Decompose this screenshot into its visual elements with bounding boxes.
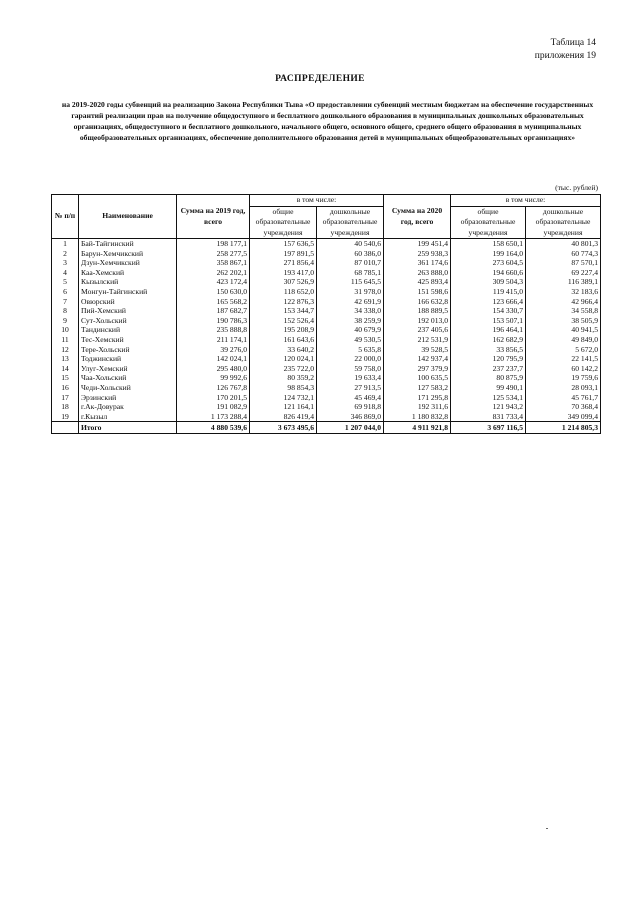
row-general-2019: 122 876,3 — [250, 297, 317, 307]
row-general-2019: 307 526,9 — [250, 277, 317, 287]
row-sum-2020: 425 893,4 — [384, 277, 451, 287]
row-sum-2019: 262 202,1 — [177, 268, 250, 278]
row-name: г.Ак-Довурак — [79, 402, 177, 412]
row-sum-2019: 150 630,0 — [177, 287, 250, 297]
row-preschool-2019: 49 530,5 — [317, 335, 384, 345]
row-preschool-2020: 70 368,4 — [526, 402, 601, 412]
row-number: 9 — [52, 316, 79, 326]
row-name: Дзун-Хемчикский — [79, 258, 177, 268]
row-name: Улуг-Хемский — [79, 364, 177, 374]
row-name: Барун-Хемчикский — [79, 249, 177, 259]
row-name: Сут-Хольский — [79, 316, 177, 326]
total-general-2019: 3 673 495,6 — [250, 422, 317, 434]
row-number: 1 — [52, 239, 79, 249]
row-name: г.Кызыл — [79, 412, 177, 422]
row-sum-2019: 1 173 288,4 — [177, 412, 250, 422]
total-label: Итого — [79, 422, 177, 434]
scan-speck — [546, 828, 548, 829]
table-row — [52, 316, 601, 326]
row-number: 8 — [52, 306, 79, 316]
appendix-label: приложения 19 — [534, 51, 596, 61]
document-subtitle: на 2019-2020 годы субвенций на реализацию Закона Республики Тыва «О предоставлении субвенций местным бюджетам на обеспечение государственных гарантий реализации прав на получение общедоступного и бесплатного дошкольного образования в муниципальных дошкольных образовательных организациях, общедоступного и бесплатного дошкольного, начального общего, основного общего, среднего общего образования в муниципальных общеобразовательных организациях, обеспечение дополнительного образования детей в муниципальных общеобразовательных организациях» — [61, 100, 594, 142]
total-preschool-2020: 1 214 805,3 — [526, 422, 601, 434]
row-number: 10 — [52, 325, 79, 335]
row-preschool-2020: 34 558,8 — [526, 306, 601, 316]
row-sum-2019: 198 177,1 — [177, 239, 250, 249]
row-preschool-2020: 28 093,1 — [526, 383, 601, 393]
row-preschool-2019: 42 691,9 — [317, 297, 384, 307]
row-number: 11 — [52, 335, 79, 345]
row-sum-2020: 192 013,0 — [384, 316, 451, 326]
table-row — [52, 393, 601, 403]
row-number: 17 — [52, 393, 79, 403]
header-including-2020: в том числе: — [451, 195, 601, 207]
row-sum-2020: 166 632,8 — [384, 297, 451, 307]
table-row — [52, 297, 601, 307]
row-sum-2020: 1 180 832,8 — [384, 412, 451, 422]
table-reference — [535, 37, 596, 63]
row-name: Пий-Хемский — [79, 306, 177, 316]
row-general-2019: 826 419,4 — [250, 412, 317, 422]
row-general-2019: 161 643,6 — [250, 335, 317, 345]
row-sum-2020: 212 531,9 — [384, 335, 451, 345]
total-preschool-2019: 1 207 044,0 — [317, 422, 384, 434]
table-row — [52, 402, 601, 412]
row-sum-2020: 199 451,4 — [384, 239, 451, 249]
row-preschool-2019: 5 635,8 — [317, 345, 384, 355]
row-general-2020: 309 504,3 — [451, 277, 526, 287]
row-general-2019: 197 891,5 — [250, 249, 317, 259]
row-name: Бай-Тайгинский — [79, 239, 177, 249]
row-preschool-2020: 69 227,4 — [526, 268, 601, 278]
row-sum-2019: 39 276,0 — [177, 345, 250, 355]
row-general-2020: 33 856,5 — [451, 345, 526, 355]
row-preschool-2019: 27 913,5 — [317, 383, 384, 393]
row-preschool-2020: 60 774,3 — [526, 249, 601, 259]
table-row — [52, 287, 601, 297]
row-sum-2019: 358 867,1 — [177, 258, 250, 268]
row-general-2020: 154 330,7 — [451, 306, 526, 316]
table-row — [52, 258, 601, 268]
row-general-2019: 157 636,5 — [250, 239, 317, 249]
header-num: № п/п — [52, 195, 79, 239]
row-number: 5 — [52, 277, 79, 287]
table-row — [52, 306, 601, 316]
row-sum-2020: 188 889,5 — [384, 306, 451, 316]
row-general-2020: 80 875,9 — [451, 373, 526, 383]
row-sum-2019: 191 082,9 — [177, 402, 250, 412]
row-preschool-2019: 346 869,0 — [317, 412, 384, 422]
table-row — [52, 373, 601, 383]
row-preschool-2019: 69 918,8 — [317, 402, 384, 412]
row-general-2019: 121 164,1 — [250, 402, 317, 412]
row-general-2020: 196 464,1 — [451, 325, 526, 335]
table-row — [52, 345, 601, 355]
row-sum-2020: 263 888,0 — [384, 268, 451, 278]
row-sum-2020: 361 174,6 — [384, 258, 451, 268]
row-preschool-2020: 60 142,2 — [526, 364, 601, 374]
table-row — [52, 239, 601, 249]
row-sum-2019: 99 992,6 — [177, 373, 250, 383]
row-general-2019: 120 024,1 — [250, 354, 317, 364]
row-sum-2019: 423 172,4 — [177, 277, 250, 287]
header-sum-2020: Сумма на 2020 год, всего — [384, 195, 451, 239]
row-preschool-2019: 68 785,1 — [317, 268, 384, 278]
row-name: Чаа-Хольский — [79, 373, 177, 383]
row-number: 6 — [52, 287, 79, 297]
table-row — [52, 383, 601, 393]
row-sum-2020: 142 937,4 — [384, 354, 451, 364]
row-preschool-2019: 40 679,9 — [317, 325, 384, 335]
row-number: 15 — [52, 373, 79, 383]
row-name: Тере-Хольский — [79, 345, 177, 355]
row-number: 16 — [52, 383, 79, 393]
row-number: 18 — [52, 402, 79, 412]
row-sum-2020: 192 311,6 — [384, 402, 451, 412]
table-label: Таблица 14 — [550, 38, 596, 48]
header-general-2019: общие образовательные учреждения — [250, 206, 317, 239]
row-number: 3 — [52, 258, 79, 268]
row-general-2019: 152 526,4 — [250, 316, 317, 326]
row-preschool-2019: 60 386,0 — [317, 249, 384, 259]
row-number: 12 — [52, 345, 79, 355]
row-name: Овюрский — [79, 297, 177, 307]
row-sum-2019: 126 767,8 — [177, 383, 250, 393]
total-sum-2019: 4 880 539,6 — [177, 422, 250, 434]
row-general-2020: 158 650,1 — [451, 239, 526, 249]
row-preschool-2019: 31 978,0 — [317, 287, 384, 297]
header-general-2020: общие образовательные учреждения — [451, 206, 526, 239]
row-general-2019: 80 359,2 — [250, 373, 317, 383]
row-preschool-2019: 34 338,0 — [317, 306, 384, 316]
table-row — [52, 364, 601, 374]
row-general-2019: 271 856,4 — [250, 258, 317, 268]
row-preschool-2019: 59 758,0 — [317, 364, 384, 374]
row-general-2020: 831 733,4 — [451, 412, 526, 422]
row-preschool-2020: 40 941,5 — [526, 325, 601, 335]
header-name: Наименование — [79, 195, 177, 239]
row-name: Тес-Хемский — [79, 335, 177, 345]
table-body — [52, 239, 601, 434]
row-general-2019: 124 732,1 — [250, 393, 317, 403]
row-general-2020: 162 682,9 — [451, 335, 526, 345]
row-preschool-2020: 49 849,0 — [526, 335, 601, 345]
row-general-2019: 195 208,9 — [250, 325, 317, 335]
header-including-2019: в том числе: — [250, 195, 384, 207]
units-label: (тыс. рублей) — [555, 183, 598, 192]
row-preschool-2019: 22 000,0 — [317, 354, 384, 364]
row-general-2019: 153 344,7 — [250, 306, 317, 316]
row-sum-2019: 235 888,8 — [177, 325, 250, 335]
row-preschool-2020: 5 672,0 — [526, 345, 601, 355]
row-preschool-2019: 45 469,4 — [317, 393, 384, 403]
row-sum-2019: 190 786,3 — [177, 316, 250, 326]
row-preschool-2020: 87 570,1 — [526, 258, 601, 268]
row-general-2020: 120 795,9 — [451, 354, 526, 364]
row-general-2019: 193 417,0 — [250, 268, 317, 278]
row-number: 19 — [52, 412, 79, 422]
row-sum-2020: 127 583,2 — [384, 383, 451, 393]
row-general-2020: 119 415,0 — [451, 287, 526, 297]
row-preschool-2019: 115 645,5 — [317, 277, 384, 287]
row-sum-2020: 171 295,8 — [384, 393, 451, 403]
row-sum-2019: 295 480,0 — [177, 364, 250, 374]
row-general-2020: 125 534,1 — [451, 393, 526, 403]
row-number: 7 — [52, 297, 79, 307]
row-general-2019: 33 640,2 — [250, 345, 317, 355]
row-sum-2019: 211 174,1 — [177, 335, 250, 345]
row-sum-2019: 258 277,5 — [177, 249, 250, 259]
row-preschool-2020: 19 759,6 — [526, 373, 601, 383]
header-sum-2019: Сумма на 2019 год, всего — [177, 195, 250, 239]
row-sum-2019: 165 568,2 — [177, 297, 250, 307]
table-row — [52, 325, 601, 335]
row-general-2019: 235 722,0 — [250, 364, 317, 374]
row-preschool-2020: 38 505,9 — [526, 316, 601, 326]
distribution-table — [51, 194, 601, 434]
row-sum-2019: 187 682,7 — [177, 306, 250, 316]
row-general-2020: 153 507,1 — [451, 316, 526, 326]
header-preschool-2019: дошкольные образовательные учреждения — [317, 206, 384, 239]
row-sum-2020: 259 938,3 — [384, 249, 451, 259]
row-preschool-2020: 32 183,6 — [526, 287, 601, 297]
table-row — [52, 268, 601, 278]
document-heading: РАСПРЕДЕЛЕНИЕ — [275, 74, 365, 84]
table-row — [52, 249, 601, 259]
row-general-2019: 118 652,0 — [250, 287, 317, 297]
table-row — [52, 335, 601, 345]
row-name: Каа-Хемский — [79, 268, 177, 278]
row-general-2020: 123 666,4 — [451, 297, 526, 307]
row-number: 13 — [52, 354, 79, 364]
row-name: Эрзинский — [79, 393, 177, 403]
row-general-2020: 99 490,1 — [451, 383, 526, 393]
row-preschool-2019: 19 633,4 — [317, 373, 384, 383]
row-sum-2020: 100 635,5 — [384, 373, 451, 383]
row-general-2019: 98 854,3 — [250, 383, 317, 393]
row-preschool-2019: 40 540,6 — [317, 239, 384, 249]
total-row — [52, 422, 601, 434]
table-row — [52, 277, 601, 287]
row-sum-2020: 297 379,9 — [384, 364, 451, 374]
row-preschool-2019: 38 259,9 — [317, 316, 384, 326]
row-name: Тоджинский — [79, 354, 177, 364]
row-sum-2020: 39 528,5 — [384, 345, 451, 355]
table-row — [52, 412, 601, 422]
row-general-2020: 121 943,2 — [451, 402, 526, 412]
row-sum-2020: 237 405,6 — [384, 325, 451, 335]
row-preschool-2019: 87 010,7 — [317, 258, 384, 268]
row-sum-2019: 142 024,1 — [177, 354, 250, 364]
row-sum-2019: 170 201,5 — [177, 393, 250, 403]
row-preschool-2020: 40 801,3 — [526, 239, 601, 249]
total-general-2020: 3 697 116,5 — [451, 422, 526, 434]
row-number: 2 — [52, 249, 79, 259]
total-number — [52, 422, 79, 434]
header-preschool-2020: дошкольные образовательные учреждения — [526, 206, 601, 239]
row-preschool-2020: 22 141,5 — [526, 354, 601, 364]
table-row — [52, 354, 601, 364]
row-sum-2020: 151 598,6 — [384, 287, 451, 297]
row-general-2020: 194 660,6 — [451, 268, 526, 278]
row-name: Тандинский — [79, 325, 177, 335]
row-general-2020: 273 604,5 — [451, 258, 526, 268]
row-name: Чеди-Хольский — [79, 383, 177, 393]
row-general-2020: 237 237,7 — [451, 364, 526, 374]
row-number: 4 — [52, 268, 79, 278]
row-name: Монгун-Тайгинский — [79, 287, 177, 297]
row-preschool-2020: 42 966,4 — [526, 297, 601, 307]
row-preschool-2020: 116 389,1 — [526, 277, 601, 287]
total-sum-2020: 4 911 921,8 — [384, 422, 451, 434]
row-number: 14 — [52, 364, 79, 374]
row-preschool-2020: 45 761,7 — [526, 393, 601, 403]
row-preschool-2020: 349 099,4 — [526, 412, 601, 422]
row-general-2020: 199 164,0 — [451, 249, 526, 259]
row-name: Кызылский — [79, 277, 177, 287]
